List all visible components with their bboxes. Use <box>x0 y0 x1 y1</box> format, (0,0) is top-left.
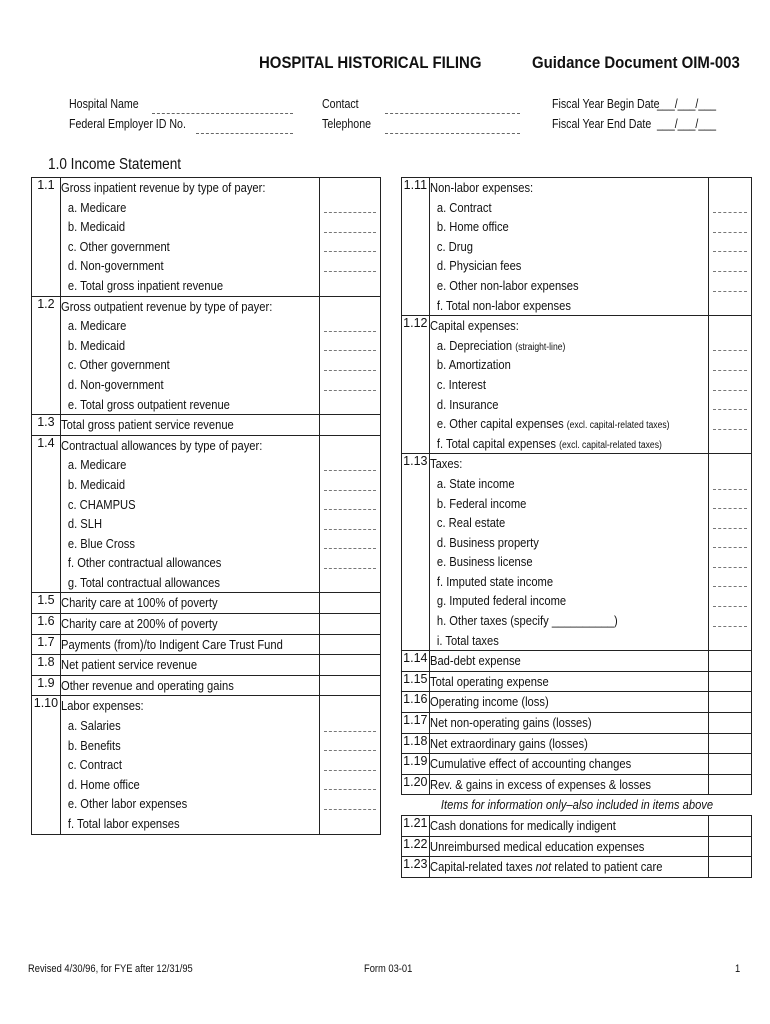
amount-field[interactable] <box>319 415 380 436</box>
amount-field[interactable] <box>320 217 380 237</box>
item-1-13 <box>402 454 752 651</box>
line-label <box>430 434 670 454</box>
form-title: HOSPITAL HISTORICAL FILING <box>259 53 482 72</box>
item-1-7 <box>32 634 381 655</box>
item-label: Charity care at 200% of poverty <box>60 616 218 632</box>
line-label: b. Amortization <box>436 357 511 373</box>
amount-field[interactable] <box>709 552 751 572</box>
line-text: a. Depreciation <box>436 337 512 353</box>
hospital-name-field[interactable] <box>152 101 293 114</box>
section-title: 1.0 Income Statement <box>48 156 182 173</box>
amount-field[interactable] <box>709 651 752 672</box>
item-number: 1.1 <box>32 178 61 297</box>
item-1-6 <box>32 614 381 635</box>
fy-begin-label: Fiscal Year Begin Date <box>552 97 660 111</box>
item-number: 1.11 <box>402 178 430 316</box>
line-label: d. Business property <box>436 534 539 550</box>
item-heading: Taxes: <box>429 456 462 472</box>
amount-field[interactable] <box>709 836 752 857</box>
item-heading: Gross inpatient revenue by type of payer: <box>60 180 266 195</box>
amount-field[interactable] <box>320 316 380 336</box>
item-1-1 <box>32 178 381 297</box>
amount-field[interactable] <box>319 675 380 696</box>
item-1-18 <box>402 733 752 754</box>
guidance-doc-id: Guidance Document OIM-003 <box>532 53 740 72</box>
amount-field[interactable] <box>709 774 752 795</box>
line-label: f. Total labor expenses <box>67 816 180 831</box>
amount-field[interactable] <box>320 755 380 775</box>
telephone-field[interactable] <box>385 121 520 134</box>
item-number: 1.6 <box>32 614 61 635</box>
line-label: e. Business license <box>436 554 533 570</box>
line-label: c. CHAMPUS <box>67 496 136 512</box>
amount-field[interactable] <box>320 814 380 834</box>
amount-field[interactable] <box>709 198 751 218</box>
item-number: 1.22 <box>402 836 430 857</box>
label-emphasis: not <box>535 859 551 875</box>
amount-field[interactable] <box>709 513 751 533</box>
line-note: (excl. capital-related taxes) <box>566 420 670 432</box>
line-label: d. Non-government <box>67 376 164 392</box>
item-label: Bad-debt expense <box>429 653 521 669</box>
amount-field[interactable] <box>709 816 752 837</box>
amount-field[interactable] <box>709 713 752 734</box>
amount-field[interactable] <box>320 355 380 375</box>
item-label: Cumulative effect of accounting changes <box>429 756 631 772</box>
item-label: Operating income (loss) <box>429 694 549 710</box>
item-1-11 <box>402 178 752 316</box>
revision-note: Revised 4/30/96, for FYE after 12/31/95 <box>28 963 193 975</box>
item-heading: Labor expenses: <box>60 698 144 714</box>
line-label: f. Imputed state income <box>436 573 553 589</box>
item-number: 1.15 <box>402 671 430 692</box>
right-income-table <box>401 177 752 878</box>
line-label: b. Benefits <box>67 737 121 753</box>
item-number: 1.13 <box>402 454 430 651</box>
line-label: b. Medicaid <box>67 337 125 353</box>
item-number: 1.21 <box>402 816 430 837</box>
line-label: e. Other non-labor expenses <box>436 277 579 293</box>
line-label: d. Home office <box>67 776 140 792</box>
item-number: 1.5 <box>32 593 61 614</box>
amount-field[interactable] <box>709 692 752 713</box>
item-number: 1.7 <box>32 634 61 655</box>
fy-end-field[interactable]: ___/___/___ <box>657 117 717 131</box>
amount-field[interactable] <box>709 533 751 553</box>
line-note: (straight-line) <box>514 341 566 353</box>
item-1-16 <box>402 692 752 713</box>
amount-field[interactable] <box>320 775 380 795</box>
item-1-17 <box>402 713 752 734</box>
amount-field[interactable] <box>320 276 380 296</box>
amount-field[interactable] <box>320 455 380 475</box>
amount-field[interactable] <box>709 355 751 375</box>
amount-field[interactable] <box>709 217 751 237</box>
item-number: 1.3 <box>32 415 61 436</box>
amount-field[interactable] <box>709 375 751 395</box>
item-number: 1.10 <box>32 696 61 834</box>
item-1-15 <box>402 671 752 692</box>
amount-field[interactable] <box>709 494 751 514</box>
amount-field[interactable] <box>319 593 380 614</box>
fein-label: Federal Employer ID No. <box>69 117 186 131</box>
amount-field[interactable] <box>320 794 380 814</box>
amount-field[interactable] <box>709 591 751 611</box>
item-1-20 <box>402 774 752 795</box>
amount-field[interactable] <box>319 655 380 676</box>
item-1-22 <box>402 836 752 857</box>
amount-field[interactable] <box>709 733 752 754</box>
line-label: a. Medicare <box>67 318 127 334</box>
amount-field[interactable] <box>709 276 751 296</box>
line-label: a. Medicare <box>67 457 127 473</box>
amount-field[interactable] <box>320 495 380 515</box>
line-label: i. Total taxes <box>436 632 499 648</box>
item-1-4 <box>32 435 381 593</box>
item-number: 1.18 <box>402 733 430 754</box>
amount-field[interactable] <box>319 614 380 635</box>
line-label: h. Other taxes (specify __________) <box>436 613 618 629</box>
line-text: f. Total capital expenses <box>436 435 556 451</box>
amount-field[interactable] <box>320 716 380 736</box>
line-label: e. Other labor expenses <box>67 796 188 812</box>
item-heading: Gross outpatient revenue by type of payer: <box>60 298 273 314</box>
fy-begin-field[interactable]: ___/___/___ <box>657 97 717 111</box>
amount-field[interactable] <box>709 414 751 434</box>
left-income-table <box>31 177 381 835</box>
line-label: d. SLH <box>67 516 102 532</box>
info-note: Items for information only–also included in items above <box>440 797 713 813</box>
item-label: Other revenue and operating gains <box>60 677 234 693</box>
amount-field[interactable] <box>709 631 751 651</box>
line-label: g. Imputed federal income <box>436 593 566 609</box>
line-label: c. Other government <box>67 357 170 373</box>
amount-field[interactable] <box>709 572 751 592</box>
contact-field[interactable] <box>385 101 520 114</box>
line-label: b. Home office <box>436 219 509 235</box>
amount-field[interactable] <box>320 514 380 534</box>
amount-field[interactable] <box>709 237 751 257</box>
line-label: g. Total contractual allowances <box>67 574 220 590</box>
amount-field[interactable] <box>709 256 751 276</box>
line-label: c. Drug <box>436 238 473 254</box>
line-label: f. Total non-labor expenses <box>436 297 571 313</box>
line-label <box>430 336 670 356</box>
amount-field[interactable] <box>709 296 751 316</box>
line-label: e. Blue Cross <box>67 535 135 551</box>
item-number: 1.4 <box>32 435 61 593</box>
line-label: f. Other contractual allowances <box>67 555 222 571</box>
item-label: Net non-operating gains (losses) <box>429 715 592 731</box>
contact-label: Contact <box>322 97 359 111</box>
line-label <box>430 414 670 434</box>
amount-field[interactable] <box>709 754 752 775</box>
item-label: Net extraordinary gains (losses) <box>429 735 588 751</box>
line-text: e. Other capital expenses <box>436 416 564 432</box>
item-1-12 <box>402 316 752 454</box>
line-label: d. Physician fees <box>436 258 522 274</box>
amount-field[interactable] <box>320 395 380 415</box>
line-label: c. Contract <box>67 757 122 773</box>
line-label: b. Medicaid <box>67 476 125 492</box>
item-heading: Capital expenses: <box>429 318 519 334</box>
amount-field[interactable] <box>320 553 380 573</box>
item-number: 1.14 <box>402 651 430 672</box>
item-1-5 <box>32 593 381 614</box>
item-1-2 <box>32 296 381 415</box>
item-number: 1.20 <box>402 774 430 795</box>
item-heading: Contractual allowances by type of payer: <box>60 437 263 453</box>
item-heading: Non-labor expenses: <box>429 180 533 195</box>
item-label: Charity care at 100% of poverty <box>60 595 218 611</box>
item-label <box>430 857 670 877</box>
amount-field[interactable] <box>320 475 380 495</box>
amount-field[interactable] <box>709 395 751 415</box>
amount-field[interactable] <box>320 375 380 395</box>
item-1-21 <box>402 816 752 837</box>
item-number: 1.8 <box>32 655 61 676</box>
amount-field[interactable] <box>320 736 380 756</box>
line-label: a. Salaries <box>67 718 121 734</box>
fein-field[interactable] <box>196 121 293 134</box>
hospital-name-label: Hospital Name <box>69 97 139 111</box>
item-number: 1.16 <box>402 692 430 713</box>
amount-field[interactable] <box>320 534 380 554</box>
item-number: 1.12 <box>402 316 430 454</box>
item-number: 1.2 <box>32 296 61 415</box>
item-label: Unreimbursed medical education expenses <box>429 838 645 854</box>
item-1-9 <box>32 675 381 696</box>
amount-field[interactable] <box>709 611 751 631</box>
line-label: b. Medicaid <box>67 219 125 235</box>
item-number: 1.17 <box>402 713 430 734</box>
page-number: 1 <box>735 963 741 975</box>
item-1-8 <box>32 655 381 676</box>
telephone-label: Telephone <box>322 117 372 131</box>
amount-field[interactable] <box>320 198 380 218</box>
amount-field[interactable] <box>320 256 380 276</box>
item-number: 1.9 <box>32 675 61 696</box>
item-label: Total gross patient service revenue <box>60 417 234 433</box>
line-label: d. Insurance <box>436 396 499 412</box>
line-label: a. Medicare <box>67 199 127 215</box>
line-label: c. Other government <box>67 238 170 254</box>
item-label: Net patient service revenue <box>60 657 197 673</box>
label-part: related to patient care <box>550 859 663 875</box>
item-label: Total operating expense <box>429 673 549 689</box>
item-1-14 <box>402 651 752 672</box>
info-note-row <box>402 795 752 816</box>
line-label: e. Total gross inpatient revenue <box>67 277 223 293</box>
item-1-3 <box>32 415 381 436</box>
line-note: (excl. capital-related taxes) <box>558 439 662 451</box>
line-label: b. Federal income <box>436 495 527 511</box>
item-1-23 <box>402 857 752 878</box>
amount-field[interactable] <box>320 573 380 593</box>
amount-field[interactable] <box>320 336 380 356</box>
line-label: c. Interest <box>436 376 486 392</box>
form-number: Form 03-01 <box>364 963 413 975</box>
amount-field[interactable] <box>319 634 380 655</box>
line-label: a. Contract <box>436 199 492 215</box>
line-label: e. Total gross outpatient revenue <box>67 396 230 412</box>
fy-end-label: Fiscal Year End Date <box>552 117 652 131</box>
amount-field[interactable] <box>709 434 751 454</box>
item-label: Payments (from)/to Indigent Care Trust Fund <box>60 636 283 652</box>
amount-field[interactable] <box>709 336 751 356</box>
label-part: Capital-related taxes <box>429 859 536 875</box>
amount-field[interactable] <box>709 671 752 692</box>
item-label: Rev. & gains in excess of expenses & losses <box>429 776 651 792</box>
line-label: d. Non-government <box>67 258 164 274</box>
line-label: a. State income <box>436 475 515 491</box>
line-label: c. Real estate <box>436 515 505 531</box>
amount-field[interactable] <box>320 237 380 257</box>
item-1-19 <box>402 754 752 775</box>
item-number: 1.19 <box>402 754 430 775</box>
amount-field[interactable] <box>709 857 752 878</box>
item-1-10 <box>32 696 381 834</box>
amount-field[interactable] <box>709 474 751 494</box>
item-number: 1.23 <box>402 857 430 878</box>
item-label: Cash donations for medically indigent <box>429 818 616 833</box>
